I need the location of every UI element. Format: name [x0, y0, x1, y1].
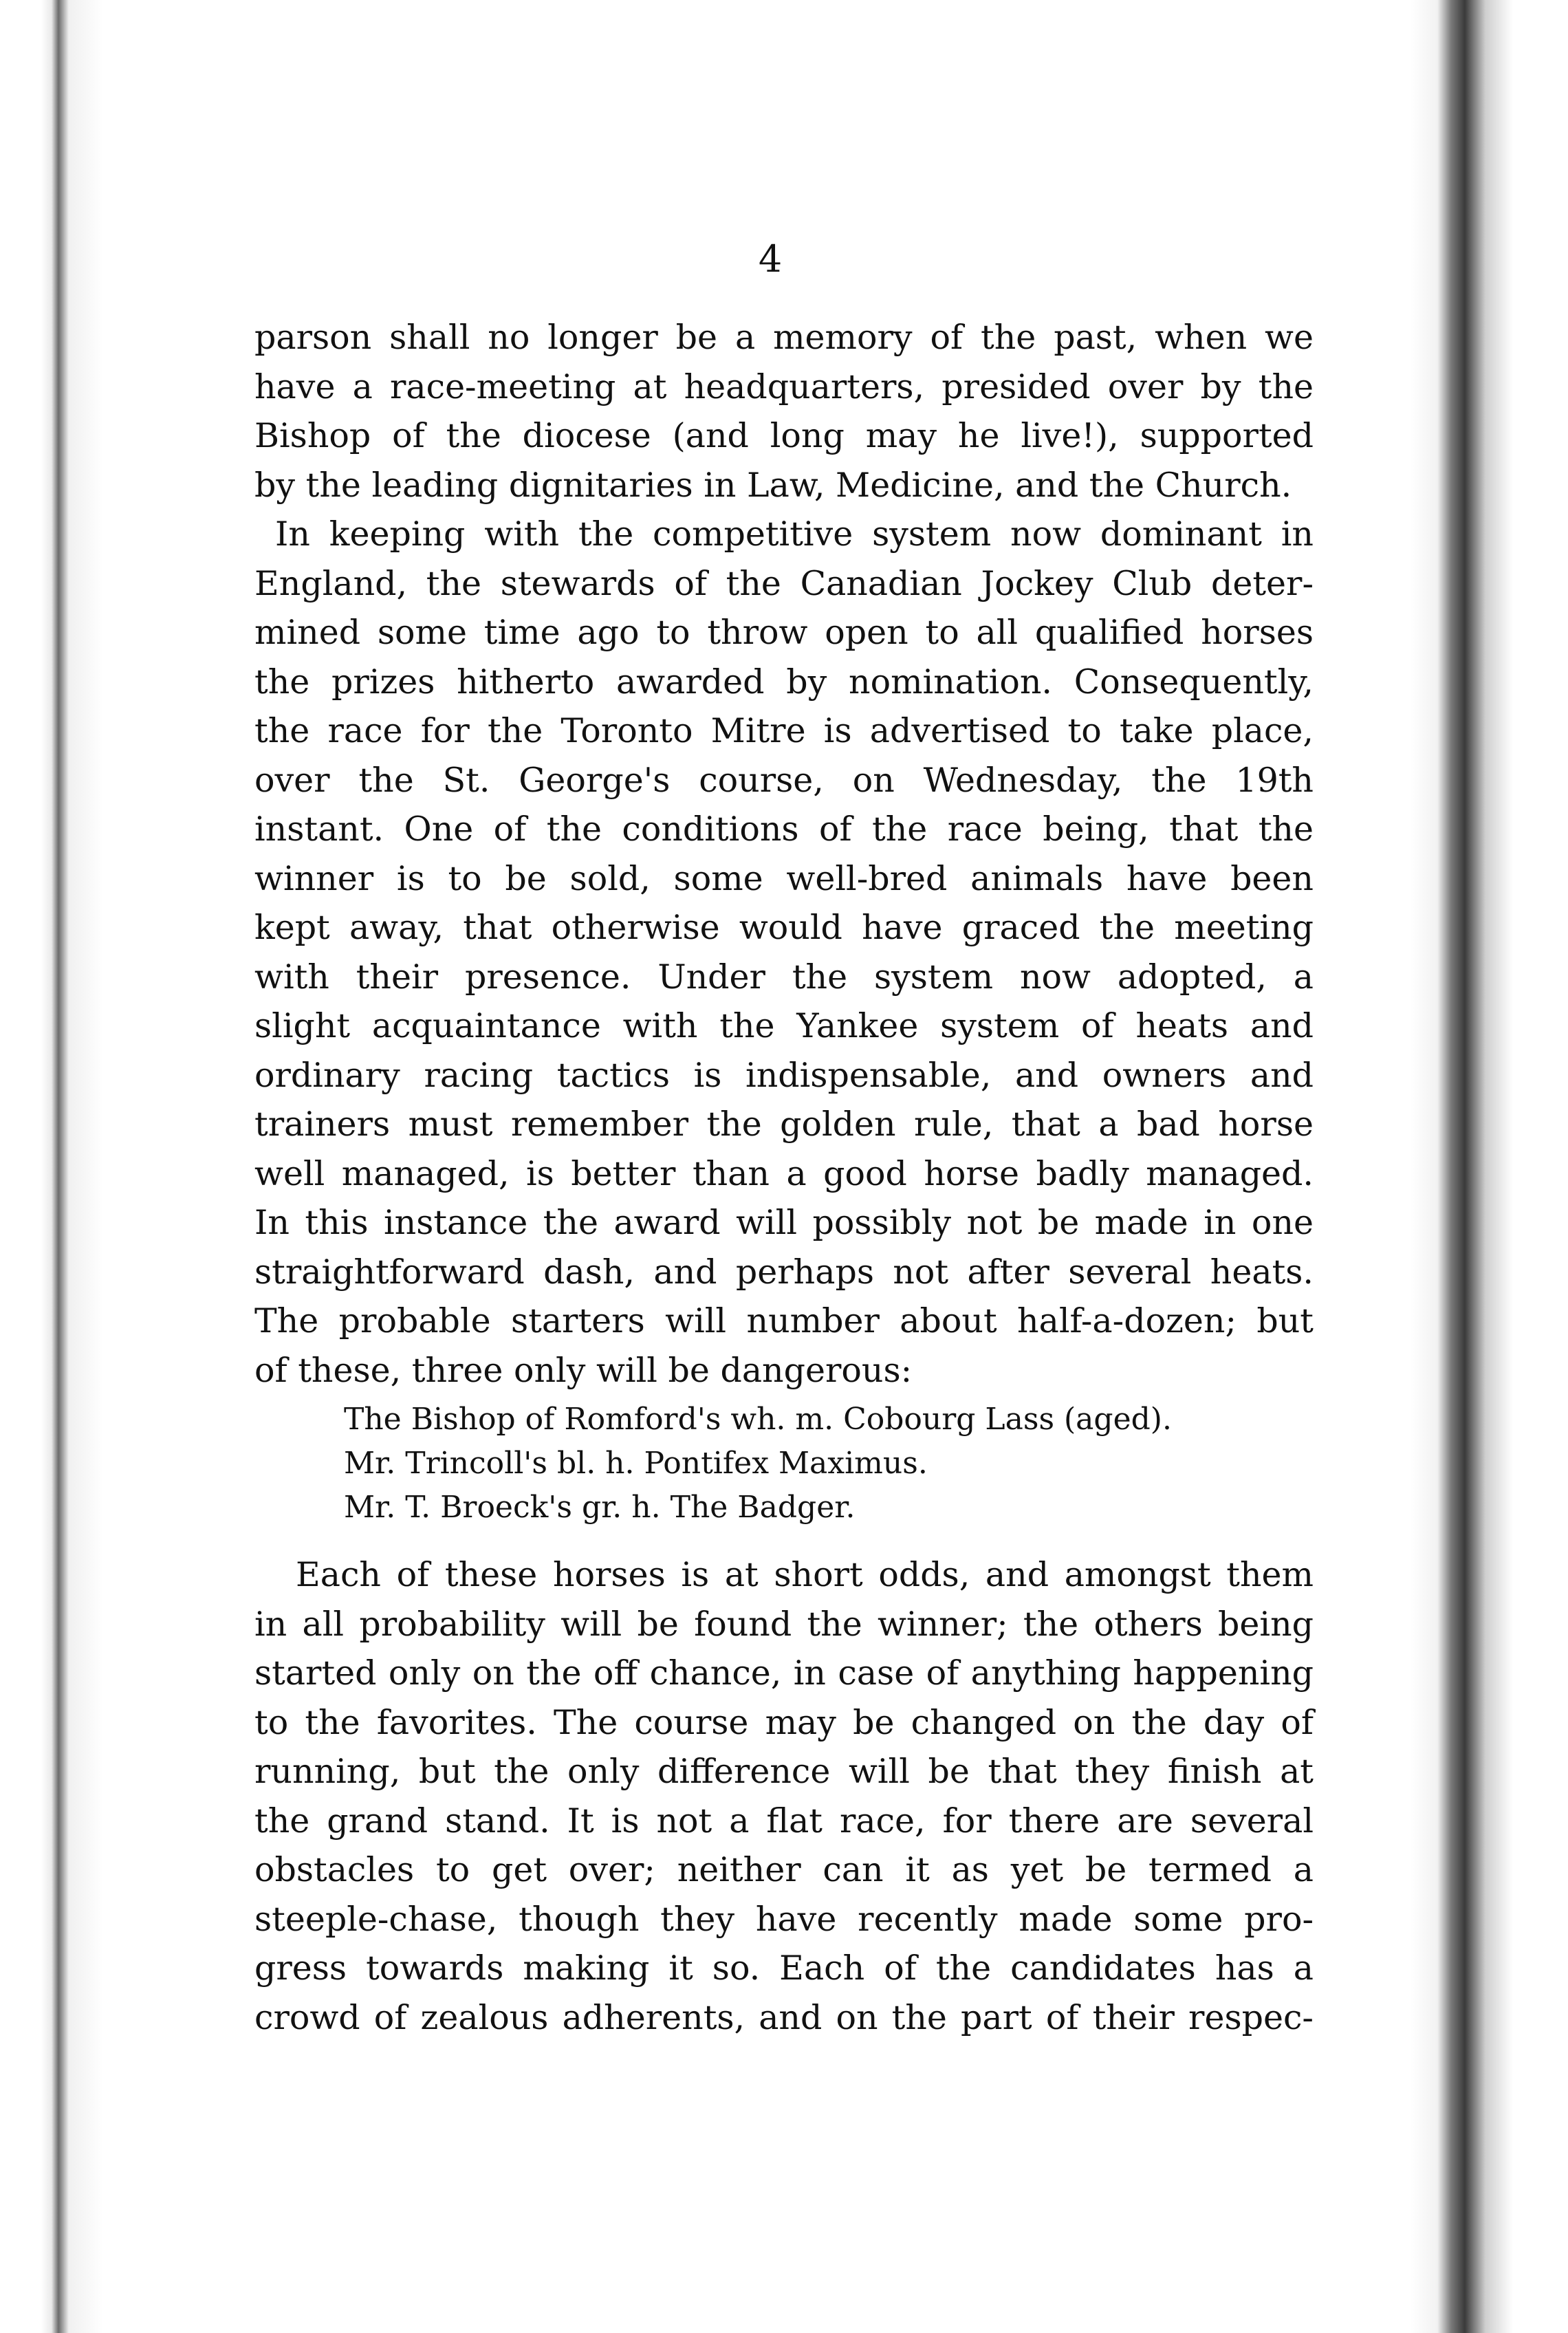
text-line: obstacles to get over; neither can it as yet be termed a	[254, 1850, 1314, 1889]
text-line: The probable starters will number about half-a-dozen; but	[254, 1301, 1314, 1341]
text-line: with their presence. Under the system now adopted, a	[254, 957, 1314, 997]
text-line: In this instance the award will possibly not be made in one	[254, 1203, 1314, 1242]
list-item: The Bishop of Romford's wh. m. Cobourg Lass (aged).	[344, 1402, 1172, 1437]
list-item: Mr. Trincoll's bl. h. Pontifex Maximus.	[344, 1446, 928, 1481]
text-line: steeple-chase, though they have recently made some pro-	[254, 1899, 1314, 1939]
list-item: Mr. T. Broeck's gr. h. The Badger.	[344, 1490, 856, 1525]
text-line: crowd of zealous adherents, and on the part of their respec-	[254, 1997, 1314, 2037]
text-line: the grand stand. It is not a flat race, for there are several	[254, 1801, 1314, 1841]
text-line: in all probability will be found the winner; the others being	[254, 1604, 1314, 1644]
page-body	[254, 313, 1314, 2042]
text-line: to the favorites. The course may be changed on the day of	[254, 1702, 1314, 1742]
text-line: England, the stewards of the Canadian Jockey Club deter-	[254, 563, 1314, 603]
text-line: gress towards making it so. Each of the candidates has a	[254, 1949, 1314, 1988]
text-line: well managed, is better than a good horse badly managed.	[254, 1153, 1314, 1193]
scan-right-edge	[1410, 0, 1568, 2333]
text-line: instant. One of the conditions of the race being, that the	[254, 810, 1314, 849]
text-line: by the leading dignitaries in Law, Medicine, and the Church.	[254, 465, 1292, 505]
text-line: running, but the only difference will be that they finish at	[254, 1752, 1314, 1791]
text-line: winner is to be sold, some well-bred animals have been	[254, 858, 1314, 898]
text-line: straightforward dash, and perhaps not after several heats.	[254, 1252, 1314, 1292]
text-line: of these, three only will be dangerous:	[254, 1350, 913, 1390]
text-line: over the St. George's course, on Wednesday, the 19th	[254, 760, 1314, 800]
starters-list	[254, 1398, 1314, 1530]
page-number: 4	[758, 237, 783, 281]
text-line: the race for the Toronto Mitre is advertised to take place,	[254, 711, 1314, 750]
text-line: the prizes hitherto awarded by nomination. Consequently,	[254, 662, 1314, 702]
text-line: started only on the off chance, in case of anything happening	[254, 1653, 1314, 1693]
text-line: slight acquaintance with the Yankee system of heats and	[254, 1006, 1314, 1045]
text-line: kept away, that otherwise would have graced the meeting	[254, 908, 1314, 947]
text-line: trainers must remember the golden rule, that a bad horse	[254, 1105, 1314, 1144]
text-line: parson shall no longer be a memory of the past, when we	[254, 318, 1314, 357]
paragraph-2	[254, 510, 1314, 1395]
text-line: Each of these horses is at short odds, and amongst them	[296, 1555, 1314, 1594]
text-line: ordinary racing tactics is indispensable, and owners and	[254, 1055, 1314, 1095]
paragraph-1	[254, 313, 1314, 510]
text-line: In keeping with the competitive system now dominant in	[275, 514, 1314, 554]
scan-left-edge	[0, 0, 103, 2333]
paragraph-3	[254, 1550, 1314, 2042]
text-line: Bishop of the diocese (and long may he live!), supported	[254, 416, 1314, 455]
text-line: mined some time ago to throw open to all qualified horses	[254, 613, 1314, 652]
text-line: have a race-meeting at headquarters, presided over by the	[254, 367, 1314, 406]
